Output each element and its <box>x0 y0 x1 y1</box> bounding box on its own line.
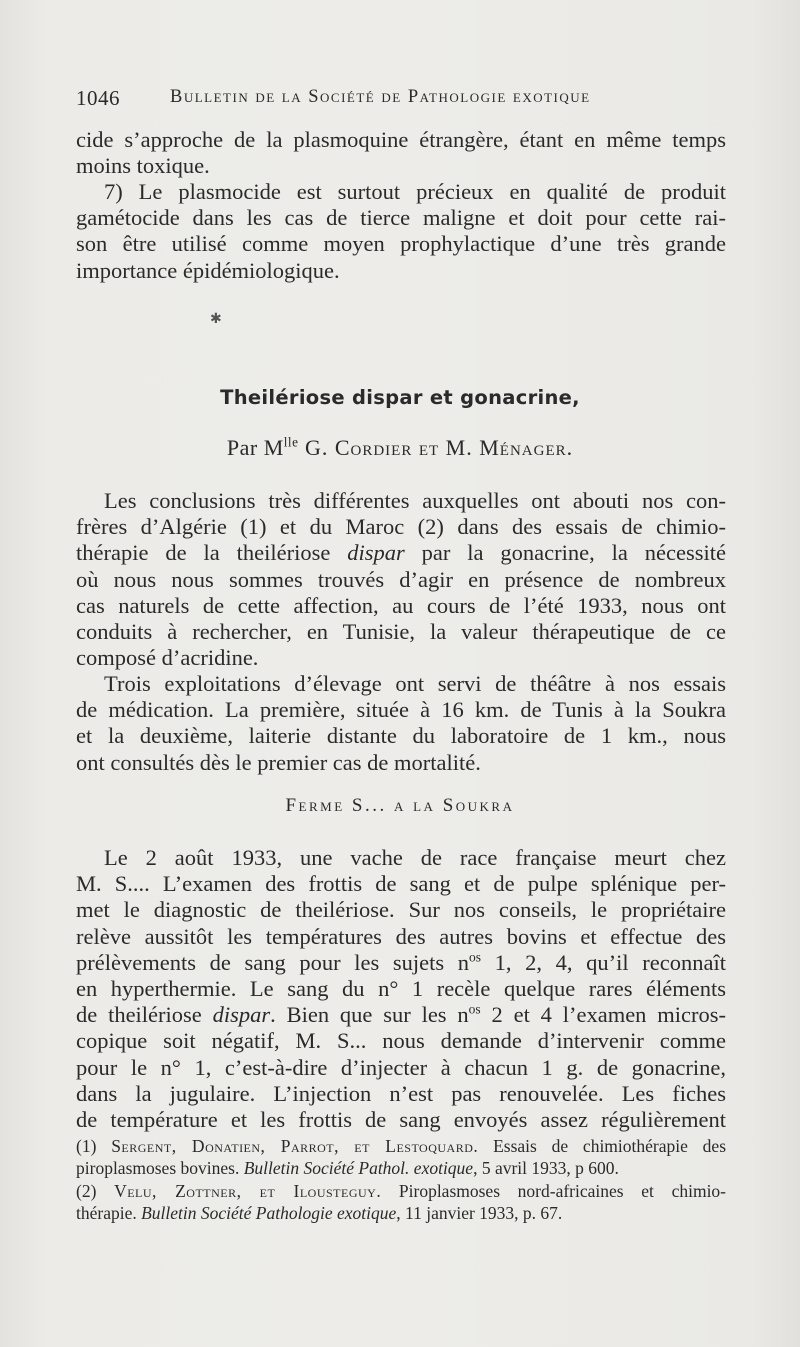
ornament-mark: ✱ <box>210 312 222 327</box>
footnote-authors: Velu, Zottner, et Ilousteguy. <box>114 1181 382 1201</box>
text-line: et la deuxième, laiterie distante du laboratoire de 1 km., nous <box>76 723 726 749</box>
text-line: thérapie de la theilériose dispar par la gonacrine, la nécessité <box>76 540 726 566</box>
text-line: de theilériose dispar. Bien que sur les $n^{os}$ 2 et 4 l’examen micros- <box>76 1001 726 1028</box>
footnote-1 <box>76 1135 726 1179</box>
text-line: 7) Le plasmocide est surtout précieux en qualité de produit <box>104 179 726 204</box>
text-line: composé d’acridine. <box>76 645 259 671</box>
text-line: dans la jugulaire. L’injection n’est pas renouvelée. Les fiches <box>76 1080 726 1106</box>
footnote-2 <box>76 1180 726 1224</box>
continuation-paragraph <box>76 127 726 179</box>
running-title: Bulletin de la Société de Pathologie exotique <box>170 87 591 107</box>
byline-prefix: Par M <box>226 435 284 460</box>
intro-paragraph <box>76 488 726 671</box>
case-paragraph <box>76 845 726 1133</box>
point-7-paragraph <box>76 179 726 284</box>
text-line: de médication. La première, située à 16 km. de Tunis à la Soukra <box>76 697 726 723</box>
byline-authors: G. Cordier et M. Ménager. <box>298 435 574 460</box>
text-line: relève aussitôt les températures des autres bovins et effectue des <box>76 923 726 949</box>
text-line: frères d’Algérie (1) et du Maroc (2) dans des essais de chimio- <box>76 514 726 540</box>
text-line: ont consultés dès le premier cas de mortalité. <box>76 749 481 775</box>
text-line: cide s’approche de la plasmoquine étrangère, étant en même temps <box>76 127 726 152</box>
text-line: prélèvements de sang pour les sujets $n^{os}$ 1, 2, 4, qu’il reconnaît <box>76 949 726 975</box>
footnote-line: piroplasmoses bovines. Bulletin Société Pathol. exotique, 5 avril 1933, p 600. <box>76 1158 619 1178</box>
farms-paragraph <box>76 671 726 776</box>
italic-term: dispar <box>212 1002 271 1028</box>
text-line: gamétocide dans les cas de tierce maligne et doit pour cette rai- <box>76 205 726 231</box>
text-line: Les conclusions très différentes auxquelles ont abouti nos con- <box>104 488 726 513</box>
article-title: Theilériose dispar et gonacrine, <box>220 386 580 409</box>
footnote-line: (1) Sergent, Donatien, Parrot, et Lestoquard. Essais de chimiothérapie des <box>76 1136 727 1156</box>
page-number: 1046 <box>76 86 120 110</box>
text-line: où nous nous sommes trouvés d’agir en présence de nombreux <box>76 566 726 592</box>
text-line: moins toxique. <box>76 153 210 179</box>
running-header <box>76 86 726 110</box>
text-line: met le diagnostic de theilériose. Sur nos conseils, le propriétaire <box>76 897 726 923</box>
article-byline <box>0 435 800 461</box>
journal-title: Bulletin Société Pathol. exotique <box>243 1158 474 1178</box>
byline-superscript: lle <box>283 434 299 450</box>
text-line: importance épidémiologique. <box>76 257 340 283</box>
text-line: son être utilisé comme moyen prophylactique d’une très grande <box>76 231 726 257</box>
footnote-line: thérapie. Bulletin Société Pathologie exotique, 11 janvier 1933, p. 67. <box>76 1203 563 1223</box>
text-line: en hyperthermie. Le sang du n° 1 recèle quelque rares éléments <box>76 976 726 1002</box>
italic-term: dispar <box>347 540 405 566</box>
section-heading: Ferme S... a la Soukra <box>285 795 515 816</box>
text-line: conduits à rechercher, en Tunisie, la valeur thérapeutique de ce <box>76 619 726 645</box>
text-line: pour le n° 1, c’est-à-dire d’injecter à chacun 1 g. de gonacrine, <box>76 1054 726 1080</box>
footnote-line: (2) Velu, Zottner, et Ilousteguy. Piroplasmoses nord-africaines et chimio- <box>76 1181 727 1201</box>
journal-title: Bulletin Société Pathologie exotique <box>141 1203 397 1223</box>
footnote-authors: Sergent, Donatien, Parrot, et Lestoquard. <box>111 1136 479 1156</box>
text-line: Trois exploitations d’élevage ont servi de théâtre à nos essais <box>104 671 726 696</box>
text-line: Le 2 août 1933, une vache de race française meurt chez <box>104 845 726 870</box>
text-line: M. S.... L’examen des frottis de sang et de pulpe splénique per- <box>76 871 726 897</box>
text-line: cas naturels de cette affection, au cours de l’été 1933, nous ont <box>76 592 726 618</box>
text-line: copique soit négatif, M. S... nous demande d’intervenir comme <box>76 1028 726 1054</box>
text-line: de température et les frottis de sang envoyés assez régulièrement <box>76 1107 726 1133</box>
